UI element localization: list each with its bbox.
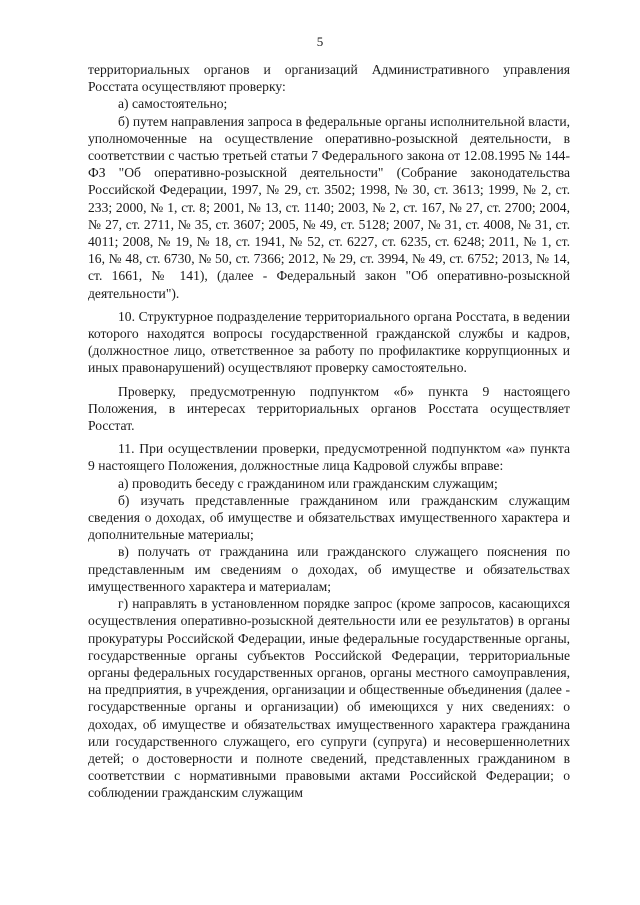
item-11a: а) проводить беседу с гражданином или гражданским служащим; — [118, 475, 498, 491]
item-9a: а) самостоятельно; — [118, 96, 228, 112]
clause-11: 11. При осуществлении проверки, предусмотренной подпунктом «а» пункта 9 настоящего Положения, должностные лица Кадровой службы вправе: — [88, 441, 570, 474]
item-11b: б) изучать представленные гражданином или гражданским служащим сведения о доходах, об имуществе и обязательствах имущественного характера и дополнительные материалы; — [88, 492, 570, 543]
item-11g: г) направлять в установленном порядке запрос (кроме запросов, касающихся осуществления оперативно-розыскной деятельности или ее результатов) в органы прокуратуры Российской Федерации, иные федеральные государственные органы, государственные органы субъектов Российской Федерации, территориальные органы федеральных государственных органов, органы местного самоуправления, на предприятия, в учреждения, организации и общественные объединения (далее - государственные органы и организации) об имеющихся у них сведениях: о доходах, об имуществе и обязательствах имущественного характера гражданина или государственного служащего, его супруги (супруга) и несовершеннолетних детей; о достоверности и полноте сведений, представленных гражданином в соответствии с нормативными правовыми актами Российской Федерации; о соблюдении гражданским служащим — [88, 596, 570, 801]
clause-10-continuation: Проверку, предусмотренную подпунктом «б» пункта 9 настоящего Положения, в интересах территориальных органов Росстата осуществляет Росстат. — [88, 383, 570, 434]
clause-10: 10. Структурное подразделение территориального органа Росстата, в ведении которого находятся вопросы государственной гражданской службы и кадров, (должностное лицо, ответственное за работу по профилактике коррупционных и иных правонарушений) осуществляют проверку самостоятельно. — [88, 308, 570, 376]
page-number: 5 — [316, 34, 324, 49]
item-9b: б) путем направления запроса в федеральные органы исполнительной власти, уполномоченные на осуществление оперативно-розыскной деятельности, в соответствии с частью третьей статьи 7 Федерального закона от 12.08.1995 № 144-ФЗ "Об оперативно-розыскной деятельности" (Собрание законодательства Российской Федерации, 1997, № 29, ст. 3502; 1998, № 30, ст. 3613; 1999, № 2, ст. 233; 2000, № 1, ст. 8; 2001, № 13, ст. 1140; 2003, № 2, ст. 167, № 27, ст. 2700; 2004, № 27, ст. 2711, № 35, ст. 3607; 2005, № 49, ст. 5128; 2007, № 31, ст. 4008, № 31, ст. 4011; 2008, № 19, № 18, ст. 1941, № 52, ст. 6227, ст. 6235, ст. 6248; 2011, № 1, ст. 16, № 48, ст. 6730, № 50, ст. 7366; 2012, № 29, ст. 3994, № 49, ст. 6752; 2013, № 14, ст. 1661, № 141), (далее - Федеральный закон "Об оперативно-розыскной деятельности"). — [88, 113, 570, 301]
item-11v: в) получать от гражданина или гражданского служащего пояснения по представленным им сведениям о доходах, об имуществе и обязательствах имущественного характера и материалам; — [88, 544, 570, 594]
paragraph-intro: территориальных органов и организаций Административного управления Росстата осуществляют проверку: — [88, 62, 570, 95]
document-body — [88, 61, 570, 802]
